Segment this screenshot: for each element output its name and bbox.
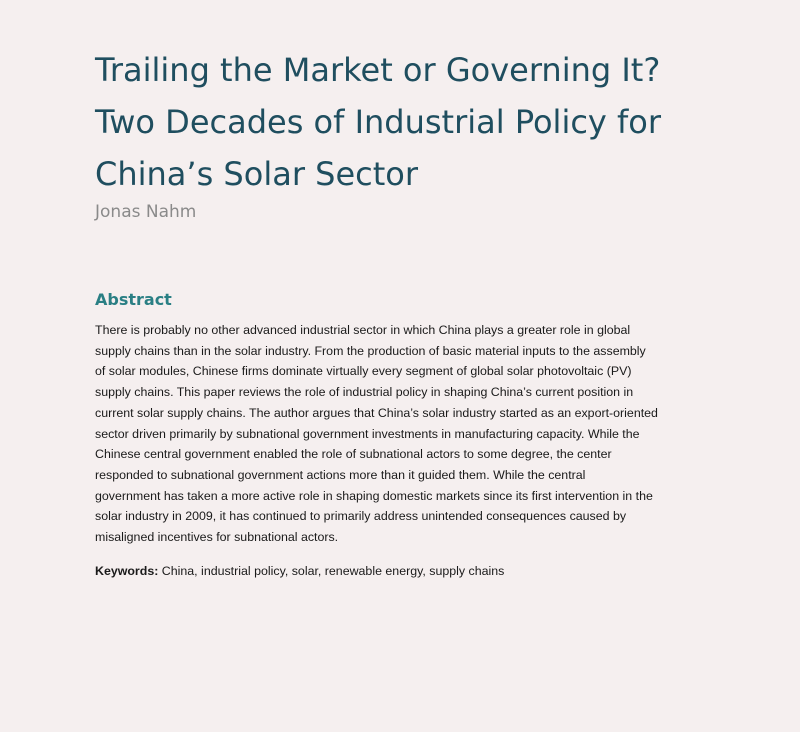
paper-title-line: China’s Solar Sector	[95, 155, 419, 193]
abstract-line: supply chains. This paper reviews the role of industrial policy in shaping China’s current position in	[95, 385, 634, 400]
abstract-line: misaligned incentives for subnational actors.	[95, 530, 339, 545]
paper-title	[95, 44, 735, 200]
keywords-list: China, industrial policy, solar, renewable energy, supply chains	[158, 564, 505, 578]
author-name: Jonas Nahm	[95, 202, 197, 222]
paper-title-line: Trailing the Market or Governing It?	[95, 51, 661, 89]
keywords-label: Keywords:	[95, 564, 159, 578]
abstract-line: current solar supply chains. The author argues that China’s solar industry started as an export-oriented	[95, 405, 658, 420]
abstract-line: Chinese central government enabled the role of subnational actors to some degree, the center	[95, 447, 612, 462]
abstract-line: supply chains than in the solar industry. From the production of basic material inputs to the assembly	[95, 343, 646, 358]
abstract-line: solar industry in 2009, it has continued to primarily address unintended consequences caused by	[95, 509, 627, 524]
abstract-line: government has taken a more active role in shaping domestic markets since its first intervention in the	[95, 488, 653, 503]
abstract-line: There is probably no other advanced industrial sector in which China plays a greater role in global	[95, 323, 631, 337]
abstract-heading: Abstract	[95, 290, 172, 309]
abstract-line: responded to subnational government actions more than it guided them. While the central	[95, 467, 586, 482]
abstract-line: sector driven primarily by subnational government investments in manufacturing capacity. While the	[95, 426, 640, 441]
abstract-body	[95, 320, 715, 548]
abstract-line: of solar modules, Chinese firms dominate virtually every segment of global solar photovoltaic (PV)	[95, 364, 632, 379]
keywords	[95, 561, 504, 581]
paper-title-line: Two Decades of Industrial Policy for	[95, 103, 662, 141]
